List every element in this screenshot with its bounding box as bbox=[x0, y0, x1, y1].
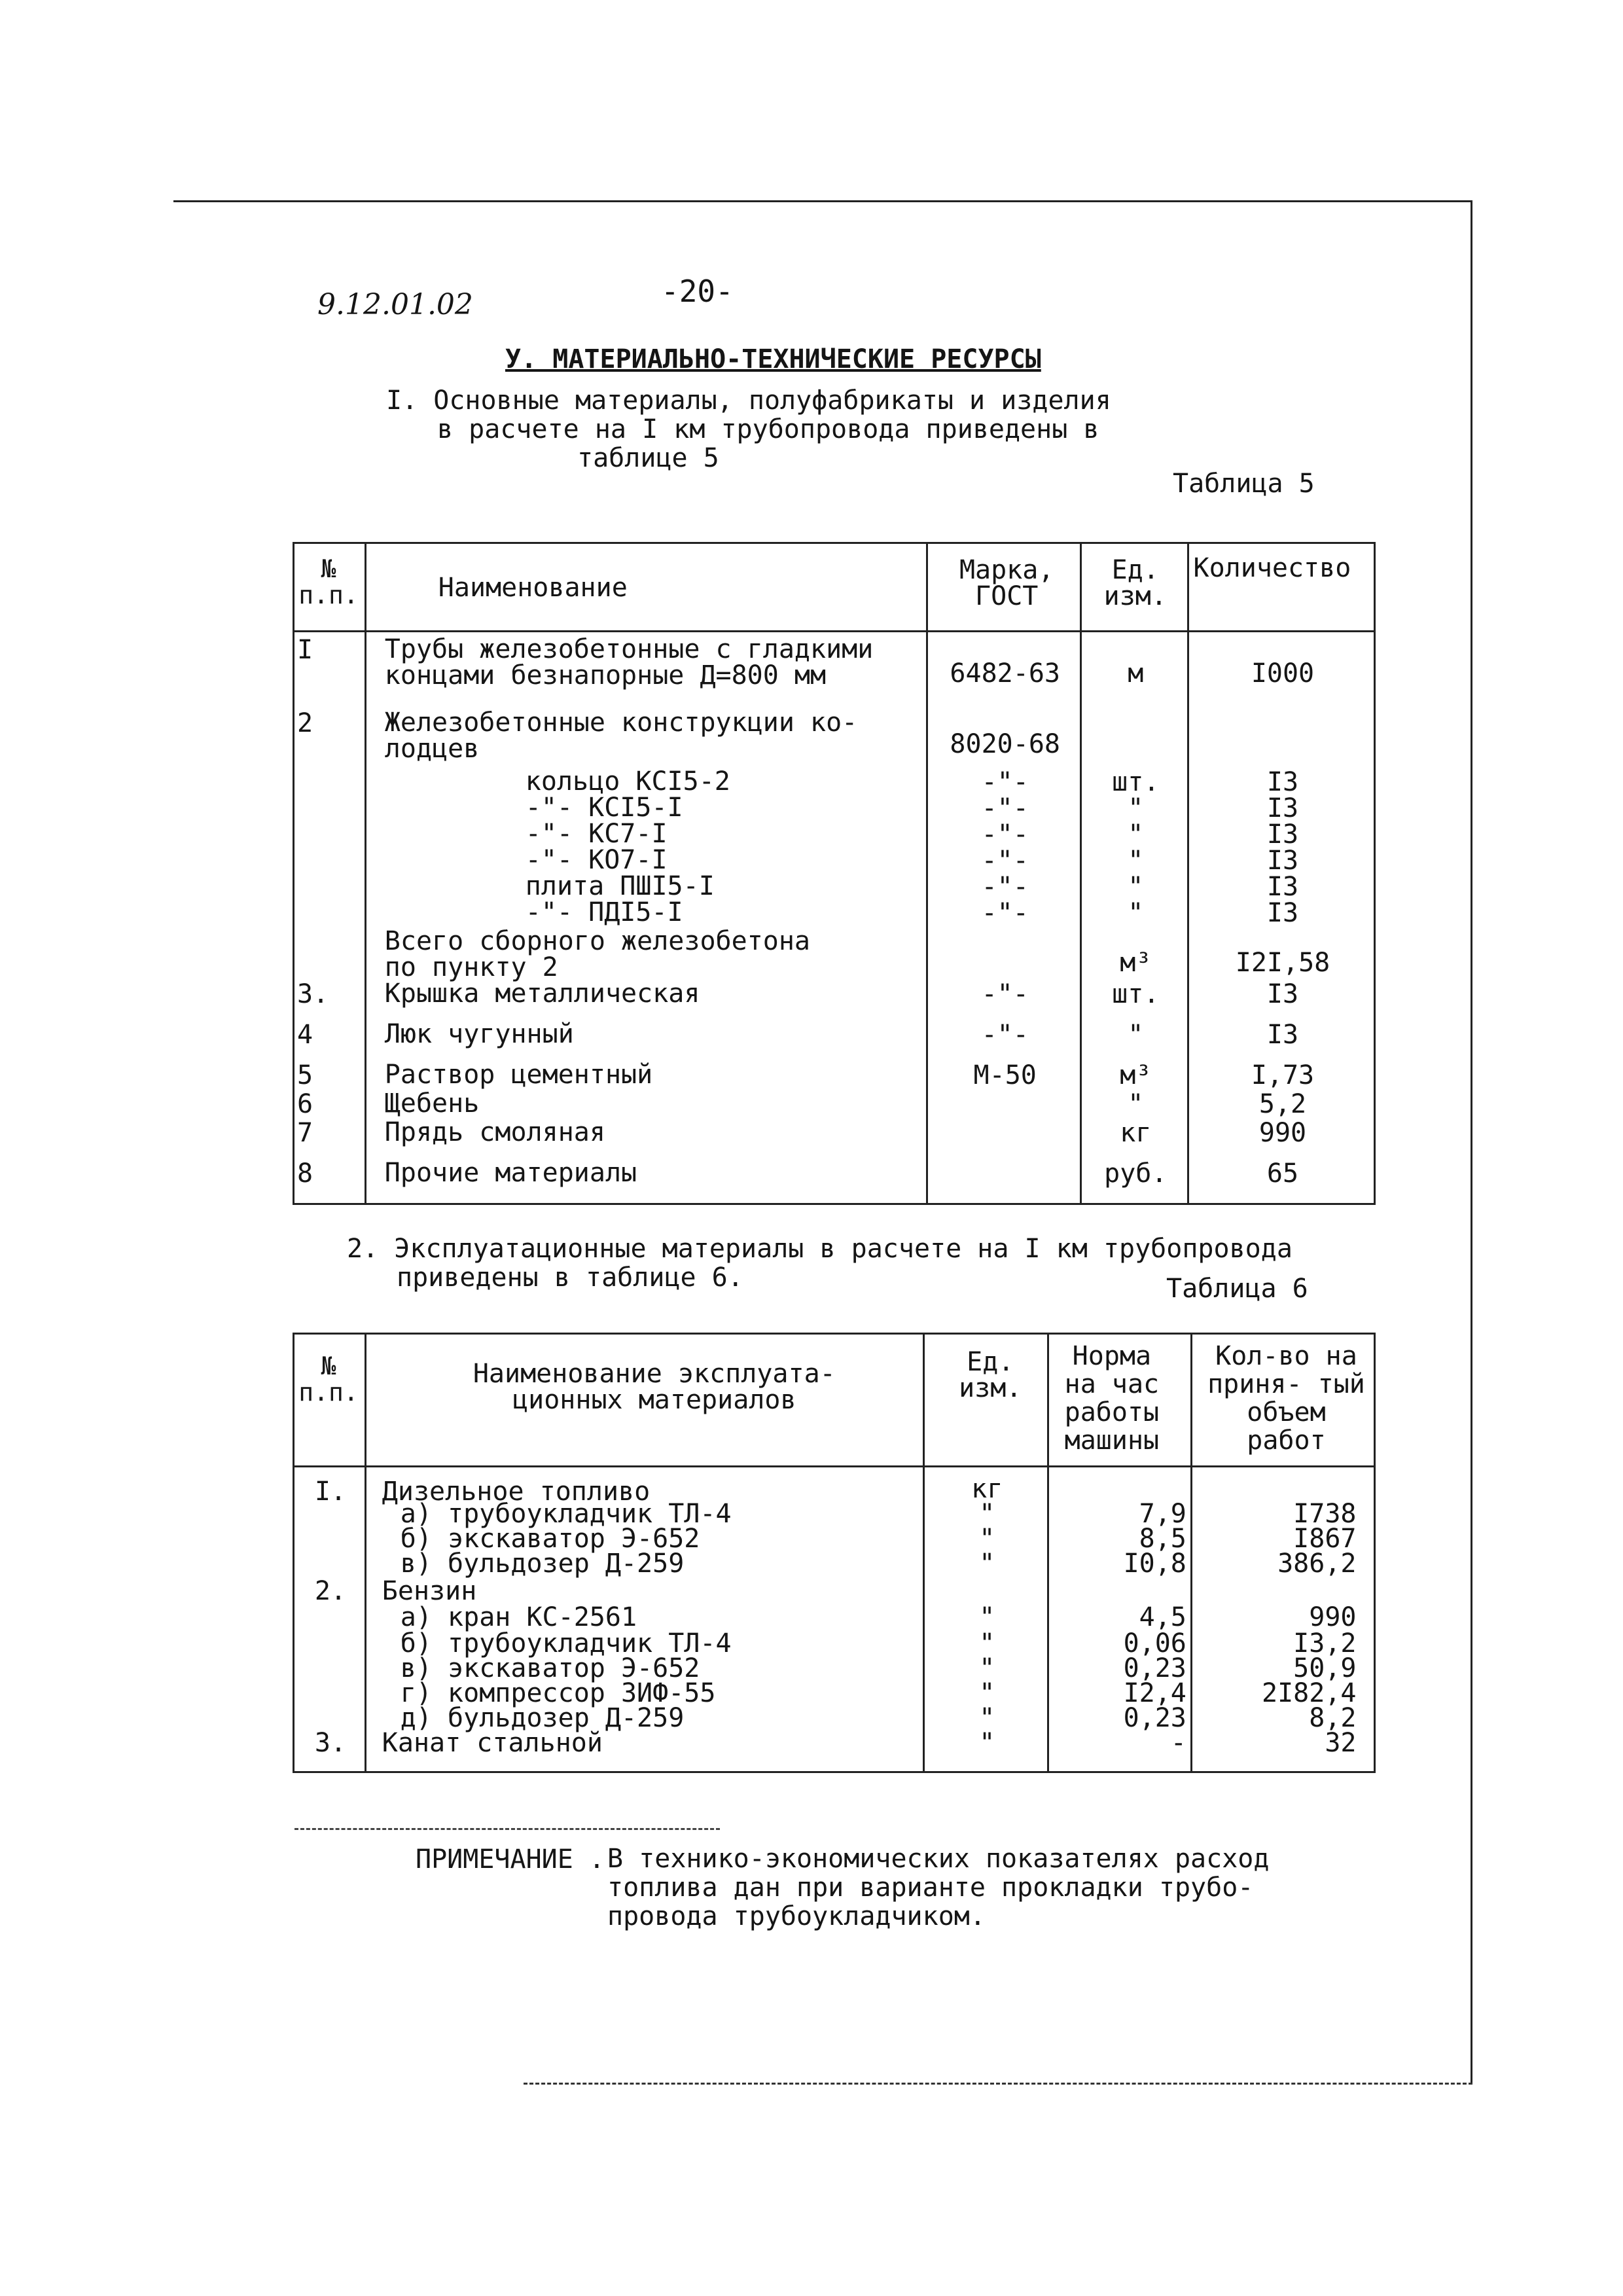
t5-gost-text: -"- bbox=[981, 1020, 1029, 1050]
t6-unit-text: кг bbox=[971, 1474, 1003, 1504]
t6-cell-num bbox=[294, 1576, 366, 1606]
t6-cell-norm bbox=[1048, 1549, 1192, 1579]
t5-cell-num bbox=[294, 791, 366, 817]
t6-cell-unit bbox=[924, 1549, 1048, 1579]
t5-cell-qty bbox=[1188, 1017, 1375, 1058]
t5-cell-unit bbox=[1080, 869, 1188, 902]
t5-cell-qty bbox=[1188, 764, 1375, 797]
t6-qty-text: 386,2 bbox=[1277, 1549, 1357, 1579]
t6-header-unit: Ед. изм. bbox=[924, 1334, 1048, 1467]
page-number: -20- bbox=[661, 274, 734, 309]
t6-cell-name bbox=[365, 1678, 923, 1708]
t5-name-line: лодцев bbox=[384, 734, 480, 764]
t6-header-qty: Кол-во на приня- тый объем работ bbox=[1192, 1334, 1375, 1467]
t6-norm-text: I2,4 bbox=[1123, 1678, 1186, 1708]
t6-cell-name bbox=[365, 1524, 923, 1554]
t5-num-text: 5 bbox=[297, 1060, 313, 1090]
t5-cell-num bbox=[294, 1017, 366, 1058]
t5-unit-text: " bbox=[1128, 793, 1144, 823]
t6-cell-qty bbox=[1192, 1499, 1375, 1529]
table-5-row bbox=[294, 764, 1375, 791]
t6-name-text: а) трубоукладчик ТЛ-4 bbox=[400, 1499, 732, 1529]
t5-cell-name bbox=[365, 895, 927, 927]
t5-unit-text: м³ bbox=[1120, 948, 1152, 978]
t5-cell-qty bbox=[1188, 1115, 1375, 1156]
t5-name-line: плита ПШI5-I bbox=[525, 871, 715, 901]
t6-cell-name bbox=[365, 1653, 923, 1683]
table-5-row bbox=[294, 977, 1375, 1017]
t6-unit-text: " bbox=[979, 1653, 995, 1683]
t5-cell-num bbox=[294, 977, 366, 1017]
t5-name-line: -"- КС7-I bbox=[525, 819, 668, 849]
t6-num-text: I. bbox=[314, 1477, 347, 1507]
t5-unit-text: шт. bbox=[1112, 767, 1160, 797]
t6-cell-qty bbox=[1192, 1467, 1375, 1499]
t6-cell-qty bbox=[1192, 1678, 1375, 1708]
t5-cell-qty bbox=[1188, 924, 1375, 977]
t5-name-line: Крышка металлическая bbox=[384, 978, 700, 1009]
table-6-row bbox=[294, 1576, 1375, 1602]
t6-cell-unit bbox=[924, 1703, 1048, 1733]
t5-cell-gost bbox=[927, 1115, 1081, 1156]
t5-num-text: 8 bbox=[297, 1158, 313, 1189]
paragraph-1-line-3: таблице 5 bbox=[577, 443, 719, 473]
table-5-row bbox=[294, 791, 1375, 817]
t5-cell-qty bbox=[1188, 632, 1375, 706]
t6-name-text: Канат стальной bbox=[382, 1728, 603, 1758]
t5-cell-name bbox=[365, 764, 927, 797]
t5-gost-text: 8020-68 bbox=[950, 729, 1060, 759]
t5-cell-num bbox=[294, 1115, 366, 1156]
t6-unit-text: " bbox=[979, 1678, 995, 1708]
t5-cell-gost bbox=[927, 895, 1081, 928]
t5-cell-unit bbox=[1080, 817, 1188, 850]
t5-cell-unit bbox=[1080, 1086, 1188, 1119]
t5-gost-text: -"- bbox=[981, 846, 1029, 876]
t6-name-text: Бензин bbox=[382, 1576, 477, 1606]
note-line-3: провода трубоукладчиком. bbox=[607, 1901, 986, 1931]
t5-header-qty: Количество bbox=[1188, 543, 1375, 632]
t6-unit-text: " bbox=[979, 1628, 995, 1659]
t5-cell-unit bbox=[1080, 1058, 1188, 1090]
table-5-row bbox=[294, 632, 1375, 706]
t5-name-line: по пункту 2 bbox=[384, 952, 558, 982]
t5-cell-num bbox=[294, 817, 366, 843]
t6-name-text: в) бульдозер Д-259 bbox=[400, 1549, 685, 1579]
t6-qty-text: I738 bbox=[1293, 1499, 1357, 1529]
t5-qty-text: 5,2 bbox=[1258, 1089, 1307, 1119]
note-label: ПРИМЕЧАНИЕ . bbox=[416, 1844, 605, 1874]
t5-qty-text: I2I,58 bbox=[1235, 948, 1330, 978]
t5-cell-num bbox=[294, 895, 366, 924]
t5-num-text: 2 bbox=[297, 708, 313, 738]
t6-cell-unit bbox=[924, 1728, 1048, 1772]
t5-gost-text: М-50 bbox=[973, 1060, 1037, 1090]
t6-norm-text: 4,5 bbox=[1139, 1602, 1186, 1632]
t5-cell-num bbox=[294, 869, 366, 895]
table-5-row bbox=[294, 1058, 1375, 1086]
t5-cell-qty bbox=[1188, 977, 1375, 1017]
t6-header-norm: Норма на час работы машины bbox=[1048, 1334, 1192, 1467]
t5-header-unit: Ед. изм. bbox=[1080, 543, 1188, 632]
t6-norm-text: 7,9 bbox=[1139, 1499, 1186, 1529]
t6-cell-num bbox=[294, 1703, 366, 1728]
paragraph-1-line-1: I. Основные материалы, полуфабрикаты и изделия bbox=[386, 386, 1111, 416]
t6-cell-norm bbox=[1048, 1602, 1192, 1632]
t6-cell-name bbox=[365, 1467, 923, 1507]
t5-name-line: Железобетонные конструкции ко- bbox=[384, 708, 858, 738]
t6-qty-text: 8,2 bbox=[1309, 1703, 1357, 1733]
t5-cell-gost bbox=[927, 791, 1081, 823]
table-5-caption: Таблица 5 bbox=[1173, 469, 1315, 499]
t5-qty-text: I3 bbox=[1266, 898, 1299, 928]
t5-cell-qty bbox=[1188, 1058, 1375, 1090]
t5-qty-text: I3 bbox=[1266, 872, 1299, 902]
t5-name-line: Прядь смоляная bbox=[384, 1117, 605, 1147]
paragraph-2-line-1: 2. Эксплуатационные материалы в расчете на I км трубопровода bbox=[347, 1234, 1293, 1264]
t5-cell-gost bbox=[927, 1058, 1081, 1090]
t5-qty-text: I3 bbox=[1266, 1020, 1299, 1050]
t5-unit-text: кг bbox=[1120, 1118, 1152, 1148]
t5-gost-text: -"- bbox=[981, 872, 1029, 902]
section-title: У. МАТЕРИАЛЬНО-ТЕХНИЧЕСКИЕ РЕСУРСЫ bbox=[505, 344, 1041, 374]
t5-name-line: -"- КО7-I bbox=[525, 845, 668, 875]
t6-name-text: Дизельное топливо bbox=[382, 1477, 651, 1507]
t6-cell-norm bbox=[1048, 1728, 1192, 1772]
t6-cell-qty bbox=[1192, 1602, 1375, 1632]
table-5 bbox=[293, 542, 1376, 1205]
t5-cell-name bbox=[365, 869, 927, 901]
t5-cell-num bbox=[294, 924, 366, 977]
t5-gost-text: -"- bbox=[981, 793, 1029, 823]
paragraph-1-line-2: в расчете на I км трубопровода приведены в bbox=[437, 414, 1099, 444]
t5-cell-qty bbox=[1188, 817, 1375, 850]
t5-cell-gost bbox=[927, 706, 1081, 764]
t5-gost-text: -"- bbox=[981, 767, 1029, 797]
t5-unit-text: " bbox=[1128, 898, 1144, 928]
t6-cell-name bbox=[365, 1576, 923, 1606]
t5-qty-text: I3 bbox=[1266, 819, 1299, 850]
t5-unit-text: " bbox=[1128, 872, 1144, 902]
t5-cell-gost bbox=[927, 977, 1081, 1017]
t5-cell-num bbox=[294, 706, 366, 764]
t6-cell-norm bbox=[1048, 1628, 1192, 1659]
table-5-row bbox=[294, 1086, 1375, 1115]
t6-cell-norm bbox=[1048, 1524, 1192, 1554]
t6-cell-qty bbox=[1192, 1549, 1375, 1579]
t5-name-line: кольцо КСI5-2 bbox=[525, 766, 730, 797]
t6-name-text: в) экскаватор Э-652 bbox=[400, 1653, 700, 1683]
t5-unit-text: руб. bbox=[1104, 1158, 1168, 1189]
table-5-row bbox=[294, 1017, 1375, 1058]
t6-cell-num bbox=[294, 1678, 366, 1703]
t5-unit-text: " bbox=[1128, 819, 1144, 850]
table-6-row bbox=[294, 1549, 1375, 1576]
t5-cell-gost bbox=[927, 869, 1081, 902]
t5-cell-name bbox=[365, 791, 927, 823]
t5-header-name: Наименование bbox=[365, 543, 927, 632]
t5-cell-unit bbox=[1080, 632, 1188, 706]
t6-cell-qty bbox=[1192, 1703, 1375, 1733]
t5-qty-text: 990 bbox=[1258, 1118, 1307, 1148]
t5-cell-num bbox=[294, 1156, 366, 1204]
t6-cell-unit bbox=[924, 1678, 1048, 1708]
t5-name-line: Прочие материалы bbox=[384, 1158, 637, 1188]
t5-gost-text: -"- bbox=[981, 979, 1029, 1009]
t6-cell-unit bbox=[924, 1524, 1048, 1554]
t6-name-text: б) трубоукладчик ТЛ-4 bbox=[400, 1628, 732, 1659]
t5-unit-text: " bbox=[1128, 1020, 1144, 1050]
t5-cell-qty bbox=[1188, 843, 1375, 876]
t6-norm-text: 0,06 bbox=[1123, 1628, 1186, 1659]
t5-gost-text: -"- bbox=[981, 819, 1029, 850]
t6-cell-qty bbox=[1192, 1576, 1375, 1602]
t5-cell-unit bbox=[1080, 977, 1188, 1017]
t5-qty-text: I000 bbox=[1251, 658, 1315, 689]
t5-cell-unit bbox=[1080, 1115, 1188, 1156]
t5-cell-qty bbox=[1188, 869, 1375, 902]
t6-cell-qty bbox=[1192, 1653, 1375, 1683]
t5-cell-qty bbox=[1188, 895, 1375, 928]
t5-cell-name bbox=[365, 632, 927, 706]
t6-cell-num bbox=[294, 1549, 366, 1576]
t5-name-line: -"- ПДI5-I bbox=[525, 897, 683, 927]
t5-cell-gost bbox=[927, 1156, 1081, 1204]
t6-cell-norm bbox=[1048, 1576, 1192, 1602]
t6-qty-text: 2I82,4 bbox=[1261, 1678, 1357, 1708]
table-5-row bbox=[294, 924, 1375, 977]
t5-cell-unit bbox=[1080, 706, 1188, 764]
t5-cell-unit bbox=[1080, 924, 1188, 977]
paragraph-2-line-2: приведены в таблице 6. bbox=[397, 1263, 743, 1293]
t5-name-line: Всего сборного железобетона bbox=[384, 926, 811, 956]
t6-cell-norm bbox=[1048, 1499, 1192, 1529]
t5-name-line: Раствор цементный bbox=[384, 1060, 653, 1090]
t6-norm-text: 8,5 bbox=[1139, 1524, 1186, 1554]
t6-cell-qty bbox=[1192, 1728, 1375, 1772]
t5-gost-text: 6482-63 bbox=[950, 658, 1060, 689]
t5-unit-text: " bbox=[1128, 1089, 1144, 1119]
t5-cell-name bbox=[365, 817, 927, 849]
t6-name-text: б) экскаватор Э-652 bbox=[400, 1524, 700, 1554]
t6-qty-text: 50,9 bbox=[1293, 1653, 1357, 1683]
t6-cell-norm bbox=[1048, 1653, 1192, 1683]
t6-name-text: г) компрессор ЗИФ-55 bbox=[400, 1678, 716, 1708]
t5-cell-name bbox=[365, 1058, 927, 1090]
table-6-row bbox=[294, 1499, 1375, 1524]
t5-cell-num bbox=[294, 632, 366, 706]
table-6-row bbox=[294, 1524, 1375, 1549]
t6-cell-num bbox=[294, 1499, 366, 1524]
t5-unit-text: м³ bbox=[1120, 1060, 1152, 1090]
t5-cell-name bbox=[365, 1086, 927, 1119]
t5-cell-name bbox=[365, 706, 927, 764]
t6-unit-text: " bbox=[979, 1499, 995, 1529]
t5-cell-name bbox=[365, 843, 927, 875]
t6-cell-name bbox=[365, 1703, 923, 1733]
t6-unit-text: " bbox=[979, 1703, 995, 1733]
t5-cell-name bbox=[365, 1156, 927, 1204]
t6-cell-name bbox=[365, 1499, 923, 1529]
t5-num-text: I bbox=[297, 635, 313, 665]
t5-cell-unit bbox=[1080, 895, 1188, 928]
t6-cell-qty bbox=[1192, 1524, 1375, 1554]
t6-norm-text: 0,23 bbox=[1123, 1653, 1186, 1683]
table-6-row bbox=[294, 1628, 1375, 1653]
t6-unit-text: " bbox=[979, 1728, 995, 1758]
t5-cell-gost bbox=[927, 764, 1081, 797]
t6-num-text: 2. bbox=[314, 1576, 347, 1606]
t6-name-text: д) бульдозер Д-259 bbox=[400, 1703, 685, 1733]
t5-cell-unit bbox=[1080, 764, 1188, 797]
t5-cell-qty bbox=[1188, 706, 1375, 764]
t5-num-text: 7 bbox=[297, 1118, 313, 1148]
t5-cell-gost bbox=[927, 632, 1081, 706]
t5-cell-num bbox=[294, 764, 366, 791]
t5-cell-qty bbox=[1188, 791, 1375, 823]
t5-cell-unit bbox=[1080, 1156, 1188, 1204]
note-line-2: топлива дан при варианте прокладки трубо- bbox=[607, 1873, 1254, 1903]
t5-unit-text: шт. bbox=[1112, 979, 1160, 1009]
frame-right-border bbox=[1471, 200, 1472, 2083]
t6-qty-text: I867 bbox=[1293, 1524, 1357, 1554]
t6-cell-num bbox=[294, 1653, 366, 1678]
t5-qty-text: I3 bbox=[1266, 793, 1299, 823]
t6-norm-text: I0,8 bbox=[1123, 1549, 1186, 1579]
t6-cell-num bbox=[294, 1467, 366, 1507]
t6-cell-name bbox=[365, 1728, 923, 1772]
table-6-row bbox=[294, 1467, 1375, 1499]
t6-unit-text: " bbox=[979, 1602, 995, 1632]
t5-name-line: Трубы железобетонные с гладкими bbox=[384, 634, 874, 664]
t5-cell-qty bbox=[1188, 1156, 1375, 1204]
t6-cell-unit bbox=[924, 1499, 1048, 1529]
note-line-1: В технико-экономических показателях расход bbox=[607, 1844, 1270, 1874]
t5-cell-name bbox=[365, 1017, 927, 1058]
table-6-row bbox=[294, 1653, 1375, 1678]
t5-cell-name bbox=[365, 1115, 927, 1156]
t5-cell-name bbox=[365, 924, 927, 982]
t5-num-text: 4 bbox=[297, 1020, 313, 1050]
t6-header-name: Наименование эксплуата- ционных материалов bbox=[365, 1334, 923, 1467]
t6-cell-name bbox=[365, 1602, 923, 1632]
table-6-caption: Таблица 6 bbox=[1166, 1274, 1308, 1304]
table-6-row bbox=[294, 1728, 1375, 1772]
t5-cell-num bbox=[294, 843, 366, 869]
t5-qty-text: I,73 bbox=[1251, 1060, 1315, 1090]
t5-num-text: 6 bbox=[297, 1089, 313, 1119]
t6-name-text: а) кран КС-2561 bbox=[400, 1602, 637, 1632]
table-6-row bbox=[294, 1602, 1375, 1628]
t6-cell-num bbox=[294, 1602, 366, 1628]
t6-cell-num bbox=[294, 1524, 366, 1549]
t5-cell-unit bbox=[1080, 791, 1188, 823]
t6-unit-text: " bbox=[979, 1549, 995, 1579]
t5-unit-text: " bbox=[1128, 846, 1144, 876]
t6-num-text: 3. bbox=[314, 1728, 347, 1758]
t5-unit-text: м bbox=[1128, 658, 1144, 689]
t5-cell-gost bbox=[927, 924, 1081, 977]
t6-cell-name bbox=[365, 1628, 923, 1659]
t6-cell-name bbox=[365, 1549, 923, 1579]
t5-name-line: Щебень bbox=[384, 1088, 480, 1119]
t6-cell-unit bbox=[924, 1628, 1048, 1659]
note-separator bbox=[294, 1828, 720, 1830]
t6-cell-unit bbox=[924, 1602, 1048, 1632]
t5-qty-text: 65 bbox=[1266, 1158, 1299, 1189]
t5-name-line: -"- КСI5-I bbox=[525, 793, 683, 823]
t5-cell-gost bbox=[927, 1086, 1081, 1115]
t5-cell-gost bbox=[927, 817, 1081, 850]
t5-num-text: 3. bbox=[297, 979, 329, 1009]
t5-cell-gost bbox=[927, 843, 1081, 876]
t6-cell-norm bbox=[1048, 1703, 1192, 1733]
t5-qty-text: I3 bbox=[1266, 846, 1299, 876]
t6-norm-text: 0,23 bbox=[1123, 1703, 1186, 1733]
table-5-row bbox=[294, 843, 1375, 869]
t5-name-line: Люк чугунный bbox=[384, 1019, 574, 1049]
t6-cell-unit bbox=[924, 1653, 1048, 1683]
t5-cell-name bbox=[365, 977, 927, 1017]
t5-cell-unit bbox=[1080, 843, 1188, 876]
document-code: 9.12.01.02 bbox=[317, 288, 473, 321]
table-5-row bbox=[294, 1156, 1375, 1204]
t5-header-gost: Марка, ГОСТ bbox=[927, 543, 1081, 632]
t6-header-num: № п.п. bbox=[294, 1334, 366, 1467]
t6-qty-text: 990 bbox=[1309, 1602, 1357, 1632]
t6-cell-norm bbox=[1048, 1467, 1192, 1499]
table-5-row bbox=[294, 706, 1375, 764]
frame-bottom-border bbox=[524, 2083, 1472, 2085]
t6-cell-qty bbox=[1192, 1628, 1375, 1659]
table-5-row bbox=[294, 895, 1375, 924]
table-5-row bbox=[294, 1115, 1375, 1156]
table-5-row bbox=[294, 817, 1375, 843]
t6-cell-num bbox=[294, 1728, 366, 1772]
t6-cell-num bbox=[294, 1628, 366, 1653]
t5-qty-text: I3 bbox=[1266, 767, 1299, 797]
t6-unit-text: " bbox=[979, 1524, 995, 1554]
t5-gost-text: -"- bbox=[981, 898, 1029, 928]
t5-cell-unit bbox=[1080, 1017, 1188, 1058]
t6-qty-text: I3,2 bbox=[1293, 1628, 1357, 1659]
t5-header-num: № п.п. bbox=[294, 543, 366, 632]
t6-qty-text: 32 bbox=[1325, 1728, 1357, 1758]
frame-top-border bbox=[173, 200, 1472, 202]
t5-name-line: концами безнапорные Д=800 мм bbox=[384, 660, 827, 691]
t5-cell-qty bbox=[1188, 1086, 1375, 1119]
t5-qty-text: I3 bbox=[1266, 979, 1299, 1009]
table-6-row bbox=[294, 1703, 1375, 1728]
table-5-row bbox=[294, 869, 1375, 895]
t5-cell-gost bbox=[927, 1017, 1081, 1058]
t5-cell-num bbox=[294, 1058, 366, 1090]
t6-cell-norm bbox=[1048, 1678, 1192, 1708]
t6-cell-unit bbox=[924, 1576, 1048, 1602]
table-6-row bbox=[294, 1678, 1375, 1703]
table-6 bbox=[293, 1333, 1376, 1773]
t5-cell-num bbox=[294, 1086, 366, 1119]
t6-cell-unit bbox=[924, 1467, 1048, 1504]
t6-norm-text: - bbox=[1170, 1728, 1186, 1758]
